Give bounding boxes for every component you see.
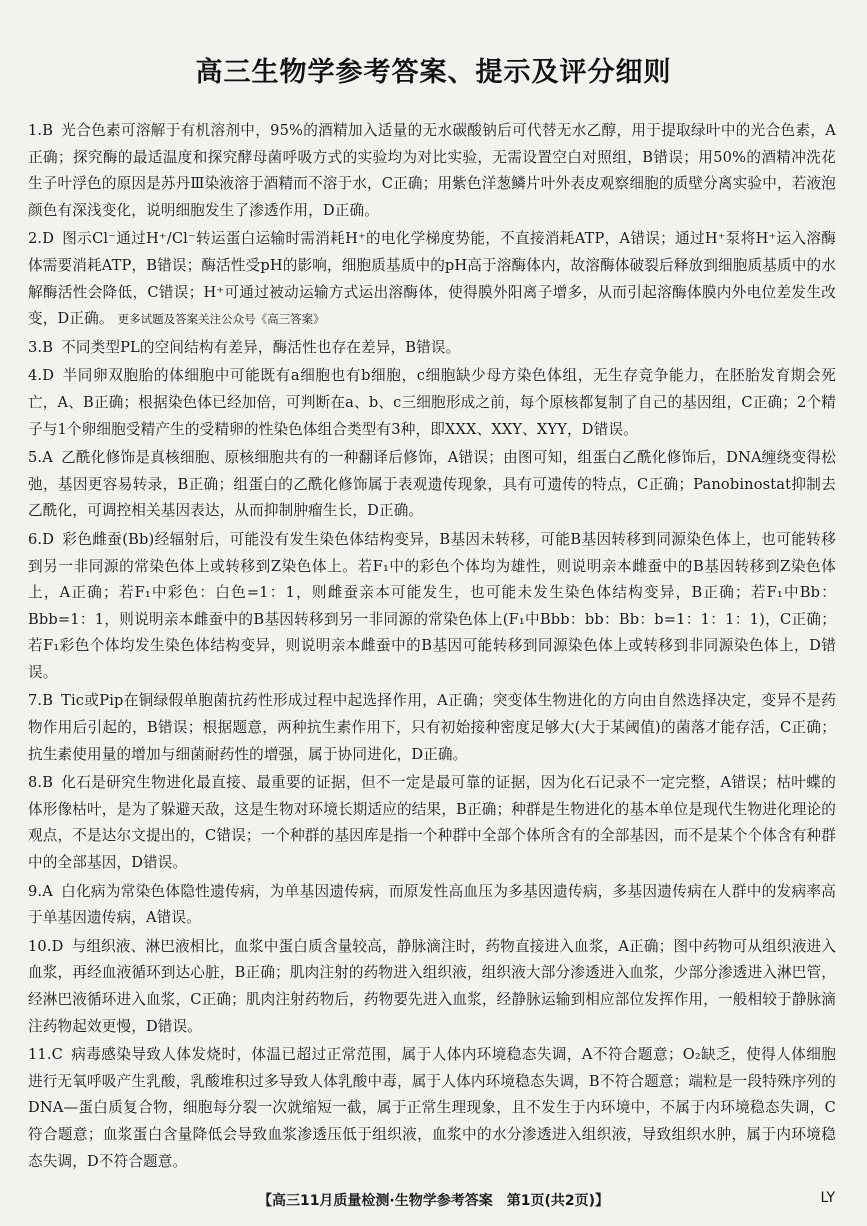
footer-code: LY: [820, 1190, 835, 1206]
answer-item-2: 2.D 图示Cl⁻通过H⁺/Cl⁻转运蛋白运输时需消耗H⁺的电化学梯度势能，不直接消耗ATP，A错误；通过H⁺泵将H⁺运入溶酶体需要消耗ATP，B错误；酶活性受pH的影响，细胞质基质中的pH高于溶酶体内，故溶酶体破裂后释放到细胞质基质中的水解酶活性会降低，C错误；H⁺可通过被动运输方式运出溶酶体，使得膜外阳离子增多，从而引起溶酶体膜内外电位差发生改变，D正确。 更多试题及答案关注公众号《高三答案》: [28, 230, 836, 328]
page-title: 高三生物学参考答案、提示及评分细则: [195, 57, 672, 88]
answer-list: [28, 118, 836, 1177]
promo-note: 更多试题及答案关注公众号《高三答案》: [117, 312, 325, 327]
answer-item-5: 5.A 乙酰化修饰是真核细胞、原核细胞共有的一种翻译后修饰，A错误；由图可知，组蛋白乙酰化修饰后，DNA缠绕变得松弛，基因更容易转录，B正确；组蛋白的乙酰化修饰属于表观遗传现象，具有可遗传的特点，C正确；Panobinostat抑制去乙酰化，可调控相关基因表达，从而抑制肿瘤生长，D正确。: [28, 449, 836, 520]
answer-item-7: 7.B Tic或Pip在铜绿假单胞菌抗药性形成过程中起选择作用，A正确；突变体生物进化的方向由自然选择决定，变异不是药物作用后引起的，B错误；根据题意，两种抗生素作用下，只有初始接种密度足够大(大于某阈值)的菌落才能存活，C正确；抗生素使用量的增加与细菌耐药性的增强，属于协同进化，D正确。: [28, 692, 836, 763]
answer-item-8: 8.B 化石是研究生物进化最直接、最重要的证据，但不一定是最可靠的证据，因为化石记录不一定完整，A错误；枯叶蝶的体形像枯叶，是为了躲避天敌，这是生物对环境长期适应的结果，B正确；种群是生物进化的基本单位是现代生物进化理论的观点，不是达尔文提出的，C错误；一个种群的基因库是指一个种群中全部个体所含有的全部基因，而不是某个个体含有种群中的全部基因，D错误。: [28, 774, 836, 872]
answer-item-9: 9.A 白化病为常染色体隐性遗传病，为单基因遗传病，而原发性高血压为多基因遗传病，多基因遗传病在人群中的发病率高于单基因遗传病，A错误。: [28, 882, 836, 927]
page-footer: 【高三11月质量检测·生物学参考答案 第1页(共2页)】: [257, 1193, 610, 1209]
answer-item-3: 3.B 不同类型PL的空间结构有差异，酶活性也存在差异，B错误。: [28, 338, 461, 356]
answer-item-11: 11.C 病毒感染导致人体发烧时，体温已超过正常范围，属于人体内环境稳态失调，A不符合题意；O₂缺乏，使得人体细胞进行无氧呼吸产生乳酸，乳酸堆积过多导致人体乳酸中毒，属于人体内环境稳态失调，B不符合题意；端粒是一段特殊序列的DNA—蛋白质复合物，细胞每分裂一次就缩短一截，属于正常生理现象，且不发生于内环境中，不属于内环境稳态失调，C符合题意；血浆蛋白含量降低会导致血浆渗透压低于组织液，血浆中的水分渗透进入组织液，导致组织水肿，属于内环境稳态失调，D不符合题意。: [28, 1046, 836, 1170]
answer-item-10: 10.D 与组织液、淋巴液相比，血浆中蛋白质含量较高，静脉滴注时，药物直接进入血浆，A正确；图中药物可从组织液进入血浆，再经血液循环到达心脏，B正确；肌肉注射的药物进入组织液，组织液大部分渗透进入血浆，少部分渗透进入淋巴管，经淋巴液循环进入血浆，C正确；肌肉注射药物后，药物要先进入血浆，经静脉运输到相应部位发挥作用，一般相较于静脉滴注药物起效更慢，D错误。: [28, 937, 836, 1035]
answer-item-1: 1.B 光合色素可溶解于有机溶剂中，95%的酒精加入适量的无水碳酸钠后可代替无水乙醇，用于提取绿叶中的光合色素，A正确；探究酶的最适温度和探究酵母菌呼吸方式的实验均为对比实验，无需设置空白对照组，B错误；用50%的酒精冲洗花生子叶浮色的原因是苏丹Ⅲ染液溶于酒精而不溶于水，C正确；用紫色洋葱鳞片叶外表皮观察细胞的质壁分离实验中，若液泡颜色有深浅变化，说明细胞发生了渗透作用，D正确。: [28, 122, 836, 219]
answer-item-6: 6.D 彩色雌蚕(Bb)经辐射后，可能没有发生染色体结构变异，B基因未转移，可能B基因转移到同源染色体上，也可能转移到另一非同源的常染色体上或转移到Z染色体上。若F₁中的彩色个体均为雄性，则说明亲本雌蚕中的B基因转移到Z染色体上，A正确；若F₁中彩色：白色=1：1，则雌蚕亲本可能发生，也可能未发生染色体结构变异，B正确；若F₁中Bb：Bbb=1：1，则说明亲本雌蚕中的B基因转移到另一非同源的常染色体上(F₁中Bbb：bb：Bb：b=1：1：1：1)，C正确；若F₁彩色个体均发生染色体结构变异，则说明亲本雌蚕中的B基因可能转移到同源染色体上或转移到非同源染色体上，D错误。: [28, 530, 836, 681]
answer-item-4: 4.D 半同卵双胞胎的体细胞中可能既有a细胞也有b细胞，c细胞缺少母方染色体组，无生存竞争能力，在胚胎发育期会死亡，A、B正确；根据染色体已经加倍，可判断在a、b、c三细胞形成之前，每个原核都复制了自己的基因组，C正确；2个精子与1个卵细胞受精产生的受精卵的性染色体组合类型有3种，即XXX、XXY、XYY，D错误。: [28, 367, 836, 438]
